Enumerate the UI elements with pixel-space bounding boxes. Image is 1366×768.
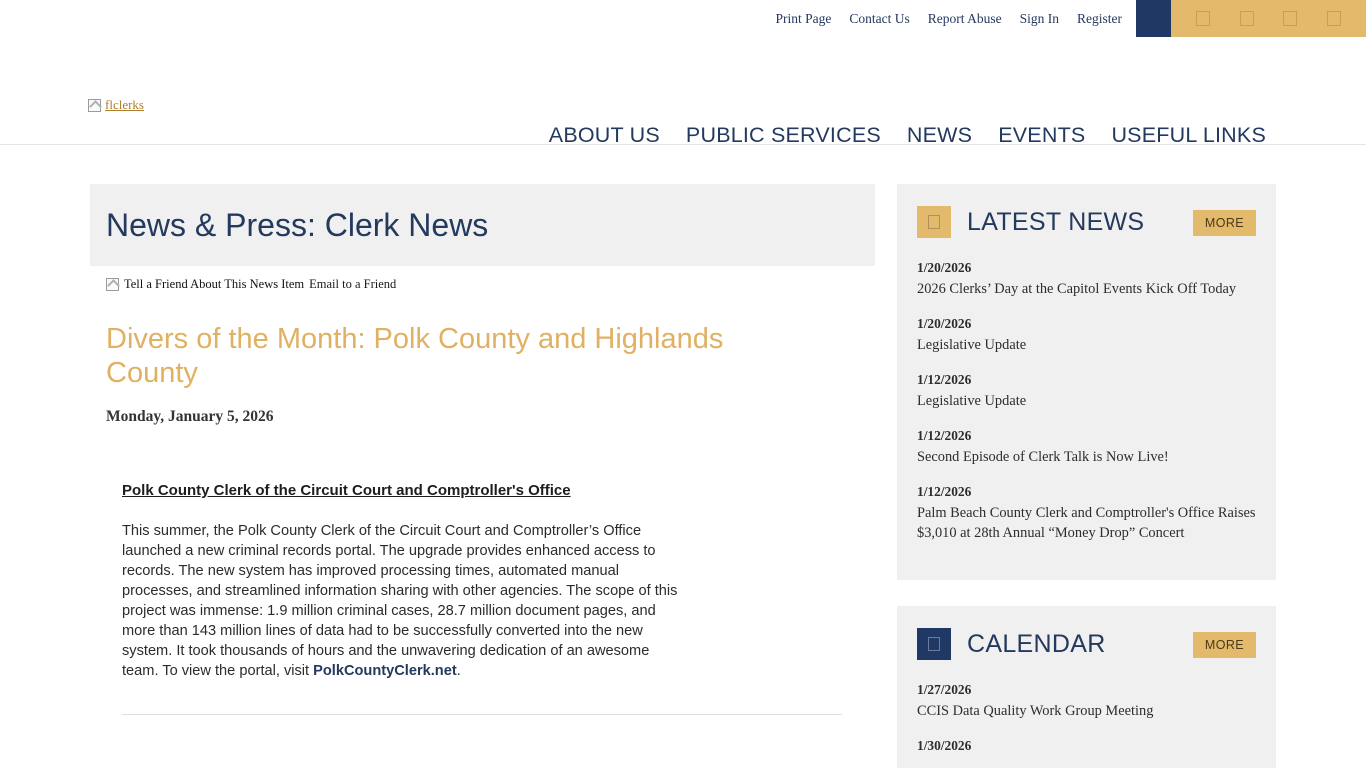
page-body bbox=[0, 145, 1366, 768]
list-item[interactable] bbox=[917, 372, 1256, 411]
tell-a-friend-alt: Tell a Friend About This News Item bbox=[124, 277, 305, 291]
news-title[interactable]: 2026 Clerks’ Day at the Capitol Events Kick Off Today bbox=[917, 281, 1237, 297]
list-item[interactable] bbox=[917, 484, 1256, 543]
nav-useful-links[interactable]: USEFUL LINKS bbox=[1111, 123, 1266, 147]
list-item[interactable] bbox=[917, 428, 1256, 467]
sign-in-link[interactable]: Sign In bbox=[1019, 10, 1059, 26]
list-item[interactable] bbox=[917, 738, 1256, 754]
article-paragraph-text: This summer, the Polk County Clerk of the Circuit Court and Comptroller’s Office launched a new criminal records portal. The upgrade provides enhanced access to records. The new system has improved processing times, automated manual processes, and streamlined information sharing with other agencies. The scope of this project was immense: 1.9 million criminal cases, 28.7 million document pages, and more than 143 million lines of data had to be successfully converted into the new system. It took thousands of hours and the unwavering dedication of an awesome team. To view the portal, visit bbox=[122, 523, 678, 679]
news-date: 1/12/2026 bbox=[917, 484, 972, 499]
article-paragraph-tail: . bbox=[456, 663, 461, 679]
news-date: 1/20/2026 bbox=[917, 316, 972, 331]
page-banner bbox=[90, 184, 875, 266]
news-title[interactable]: Palm Beach County Clerk and Comptroller's Office Raises $3,010 at 28th Annual “Money Drop” Concert bbox=[917, 505, 1256, 541]
newspaper-icon bbox=[917, 206, 951, 238]
register-link[interactable]: Register bbox=[1077, 10, 1122, 26]
broken-image-icon bbox=[88, 99, 101, 112]
broken-image-icon bbox=[106, 278, 119, 291]
twitter-icon[interactable] bbox=[1240, 11, 1254, 26]
event-title[interactable]: CCIS Data Quality Work Group Meeting bbox=[917, 703, 1154, 719]
news-title[interactable]: Legislative Update bbox=[917, 393, 1027, 409]
article-title: Divers of the Month: Polk County and Highlands County bbox=[106, 323, 724, 389]
article-body bbox=[122, 482, 682, 681]
latest-news-header bbox=[917, 202, 1256, 242]
social-strip bbox=[1136, 0, 1366, 37]
latest-news-title: LATEST NEWS bbox=[967, 207, 1145, 236]
facebook-icon[interactable] bbox=[1196, 11, 1210, 26]
page-title: News & Press: Clerk News bbox=[106, 206, 489, 243]
site-logo[interactable] bbox=[88, 97, 144, 113]
calendar-more-button[interactable]: MORE bbox=[1193, 632, 1256, 658]
polkcountyclerk-link[interactable]: PolkCountyClerk.net bbox=[313, 663, 457, 679]
list-item[interactable] bbox=[917, 260, 1256, 299]
sidebar bbox=[897, 184, 1276, 768]
nav-news[interactable]: NEWS bbox=[906, 123, 973, 147]
nav-events[interactable]: EVENTS bbox=[998, 123, 1086, 147]
event-date: 1/27/2026 bbox=[917, 682, 972, 697]
list-item[interactable] bbox=[917, 316, 1256, 355]
logo-alt-text: flclerks bbox=[105, 97, 144, 112]
report-abuse-link[interactable]: Report Abuse bbox=[927, 10, 1002, 26]
content-divider bbox=[122, 714, 842, 715]
calendar-widget bbox=[897, 606, 1276, 768]
contact-us-link[interactable]: Contact Us bbox=[849, 10, 910, 26]
nav-public-services[interactable]: PUBLIC SERVICES bbox=[685, 123, 881, 147]
main-content bbox=[90, 184, 875, 768]
social-icons bbox=[1171, 0, 1366, 37]
calendar-title: CALENDAR bbox=[967, 629, 1106, 658]
event-date: 1/30/2026 bbox=[917, 738, 972, 753]
social-accent-block bbox=[1136, 0, 1171, 37]
nav-about-us[interactable]: ABOUT US bbox=[548, 123, 660, 147]
latest-news-widget bbox=[897, 184, 1276, 580]
article-paragraph bbox=[122, 521, 682, 681]
list-item[interactable] bbox=[917, 682, 1256, 721]
latest-news-more-button[interactable]: MORE bbox=[1193, 210, 1256, 236]
utility-links bbox=[775, 0, 1136, 37]
news-date: 1/12/2026 bbox=[917, 428, 972, 443]
calendar-icon bbox=[917, 628, 951, 660]
article-section-heading: Polk County Clerk of the Circuit Court and Comptroller's Office bbox=[122, 482, 571, 499]
email-to-a-friend-label[interactable]: Email to a Friend bbox=[309, 277, 397, 291]
article-date: Monday, January 5, 2026 bbox=[106, 408, 274, 425]
youtube-icon[interactable] bbox=[1327, 11, 1341, 26]
news-title[interactable]: Second Episode of Clerk Talk is Now Live! bbox=[917, 449, 1169, 465]
site-header bbox=[0, 37, 1366, 145]
tell-a-friend[interactable] bbox=[106, 277, 875, 292]
news-title[interactable]: Legislative Update bbox=[917, 337, 1027, 353]
news-date: 1/20/2026 bbox=[917, 260, 972, 275]
news-date: 1/12/2026 bbox=[917, 372, 972, 387]
print-page-link[interactable]: Print Page bbox=[775, 10, 832, 26]
linkedin-icon[interactable] bbox=[1283, 11, 1297, 26]
main-navigation bbox=[549, 123, 1266, 148]
calendar-header bbox=[917, 624, 1256, 664]
utility-bar bbox=[0, 0, 1366, 37]
